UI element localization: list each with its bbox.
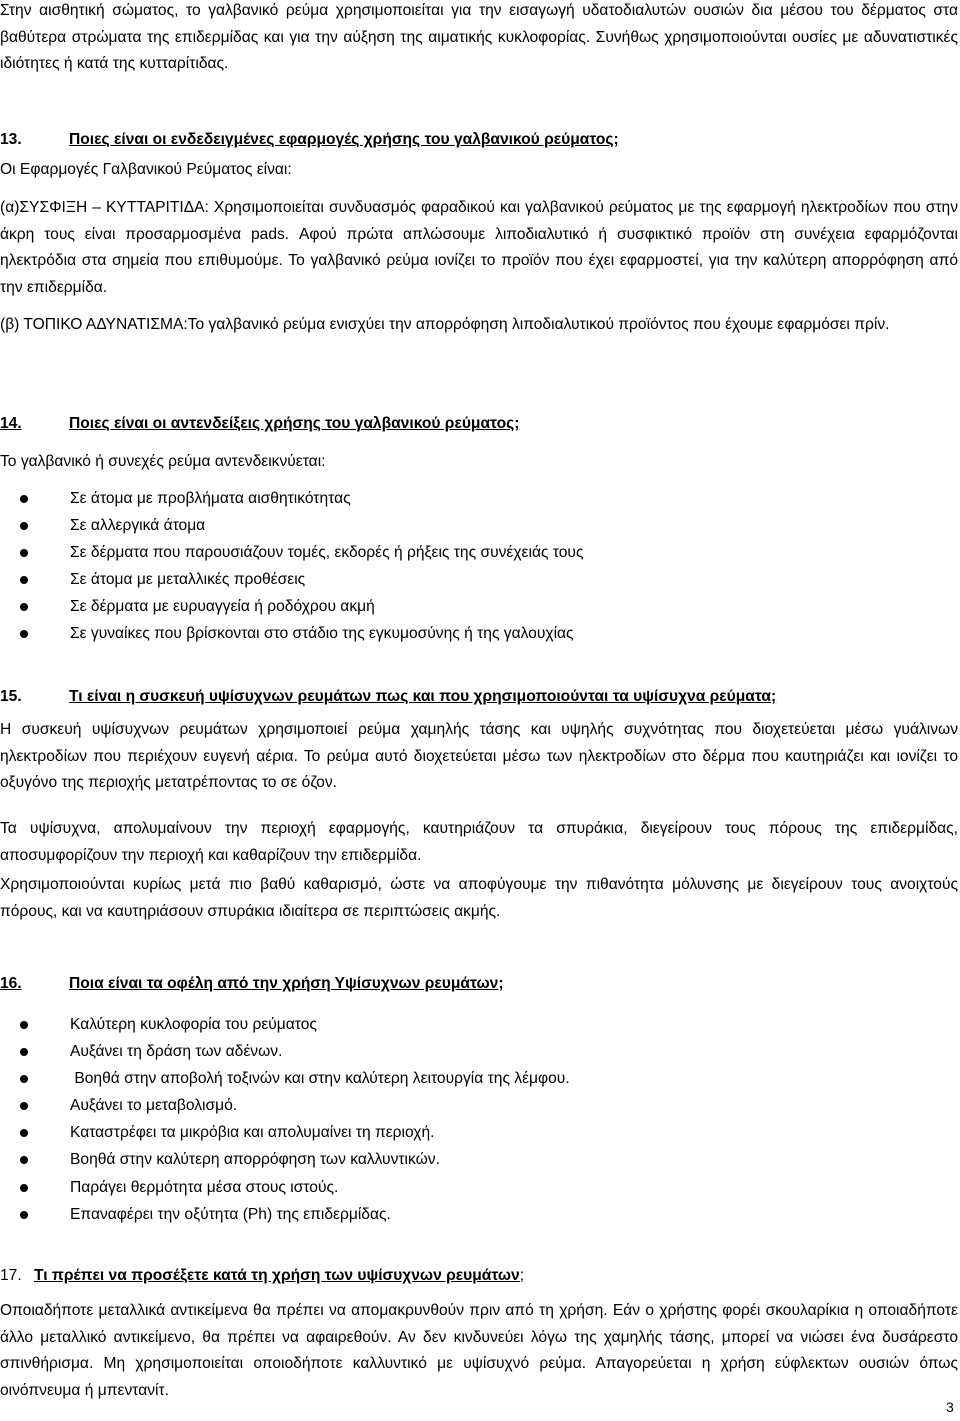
q15-para3-block (0, 872, 958, 925)
bullet-icon (20, 522, 28, 530)
q13-lead: Οι Εφαρμογές Γαλβανικού Ρεύματος είναι: (0, 161, 292, 178)
q17-title: Τι πρέπει να προσέξετε κατά τη χρήση των υψίσυχνων ρευμάτων (34, 1267, 520, 1284)
q13-para-a-block (0, 195, 958, 301)
q14-number: 14. (0, 415, 22, 432)
list-item: Καταστρέφει τα μικρόβια και απολυμαίνει τη περιοχή. (0, 1119, 958, 1146)
q17-paragraph: Οποιαδήποτε μεταλλικά αντικείμενα θα πρέπει να απομακρυνθούν πριν από τη χρήση. Εάν ο χρήστης φορέι σκουλαρίκια η οποιαδήποτε άλλο μεταλλικό αντικείμενο, θα πρέπει να αφαιρεθούν. Αν δεν κινδυνεύει λόγω της χαμηλής τάσης, μπορεί να νιώσει ένα δυσάρεστο σπινθήρισμα. Μη χρησιμοποιείται οποιοδήποτε καλλυντικό με υψίσυχνό ρεύμα. Απαγορεύεται η χρήση εύφλεκτων ουσιών όπως οινόπνευμα ή μπεντανίτ. (0, 1302, 958, 1399)
q13-paragraph-b: (β) ΤΟΠΙΚΟ ΑΔΥΝΑΤΙΣΜΑ:Το γαλβανικό ρεύμα ενισχύει την απορρόφηση λιποδιαλυτικού προϊόντος που έχουμε εφαρμόσει πρίν. (0, 316, 890, 333)
q13-para-b-block (0, 312, 958, 339)
list-item: Καλύτερη κυκλοφορία του ρεύματος (0, 1011, 958, 1038)
bullet-icon (20, 1048, 28, 1056)
q16-title: Ποια είναι τα οφέλη από την χρήση Υψίσυχνων ρευμάτων; (69, 975, 504, 992)
q15-paragraph-2: Τα υψίσυχνα, απολυμαίνουν την περιοχή εφαρμογής, καυτηριάζουν τα σπυράκια, διεγείρουν τους πόρους της επιδερμίδας, αποσυμφορίζουν την περιοχή και καθαρίζουν την επιδερμίδα. (0, 820, 958, 864)
list-item: Αυξάνει το μεταβολισμό. (0, 1092, 958, 1119)
bullet-icon (20, 1021, 28, 1029)
list-item: Σε δέρματα που παρουσιάζουν τομές, εκδορές ή ρήξεις της συνέχειάς τους (0, 539, 958, 566)
list-item: Βοηθά στην καλύτερη απορρόφηση των καλλυντικών. (0, 1146, 958, 1173)
bullet-icon (20, 630, 28, 638)
list-item: Σε δέρματα με ευρυαγγεία ή ροδόχρου ακμή (0, 593, 958, 620)
q17-heading (0, 1263, 524, 1289)
bullet-icon (20, 576, 28, 584)
q13-paragraph-a: (α)ΣΥΣΦΙΞΗ – ΚΥΤΤΑΡΙΤΙΔΑ: Χρησιμοποιείται συνδυασμός φαραδικού και γαλβανικού ρεύματος με της εφαρμογή ηλεκτροδίων που στην άκρη τους είναι προσαρμοσμένα pads. Αφού πρώτα απλώσουμε λιποδιαλυτικό ή συσφικτικό προϊόν στη συνέχεια εφαρμόζονται ηλεκτρόδια στα σημεία που επιθυμούμε. Το γαλβανικό ρεύμα ιονίζει το προϊόν που έχει εφαρμοστεί, για την καλύτερη απορρόφηση από την επιδερμίδα. (0, 199, 958, 296)
q13-heading (0, 127, 619, 153)
q16-heading (0, 971, 504, 997)
list-item: Παράγει θερμότητα μέσα στους ιστούς. (0, 1174, 958, 1201)
q14-lead: Το γαλβανικό ή συνεχές ρεύμα αντενδεικνύεται: (0, 453, 326, 470)
bullet-icon (20, 1211, 28, 1219)
list-item: Σε άτομα με προβλήματα αισθητικότητας (0, 485, 958, 512)
list-item: Σε αλλεργικά άτομα (0, 512, 958, 539)
q15-title: Τι είναι η συσκευή υψίσυχνων ρευμάτων πως και που χρησιμοποιούνται τα υψίσυχνα ρεύματα; (69, 688, 777, 705)
bullet-icon (20, 1075, 28, 1083)
q14-title: Ποιες είναι οι αντενδείξεις χρήσης του γαλβανικού ρεύματος; (69, 415, 520, 432)
q13-number: 13. (0, 131, 22, 148)
q17-number: 17. (0, 1267, 22, 1284)
q17-title-end: ; (519, 1267, 525, 1284)
q16-benefits-list (0, 1011, 958, 1228)
q15-para2-block (0, 816, 958, 869)
q15-para1-block (0, 717, 958, 797)
q13-title: Ποιες είναι οι ενδεδειγμένες εφαρμογές χρήσης του γαλβανικού ρεύματος; (69, 131, 619, 148)
q16-number: 16. (0, 975, 22, 992)
list-item: Σε άτομα με μεταλλικές προθέσεις (0, 566, 958, 593)
page-number: 3 (946, 1399, 954, 1415)
q15-number: 15. (0, 688, 22, 705)
bullet-icon (20, 1102, 28, 1110)
q15-paragraph-3: Χρησιμοποιούνται κυρίως μετά πιο βαθύ καθαρισμό, ώστε να αποφύγουμε την πιθανότητα μόλυνσης με διεγείρουν τους ανοιχτούς πόρους, και να καυτηριάσουν σπυράκια ιδιαίτερα σε περιπτώσεις ακμής. (0, 876, 958, 920)
bullet-icon (20, 1129, 28, 1137)
q14-lead-block (0, 449, 958, 476)
q14-heading (0, 411, 519, 437)
list-item: Σε γυναίκες που βρίσκονται στο στάδιο της εγκυμοσύνης ή της γαλουχίας (0, 620, 958, 647)
list-item: Αυξάνει τη δράση των αδένων. (0, 1038, 958, 1065)
q15-paragraph-1: Η συσκευή υψίσυχνων ρευμάτων χρησιμοποιεί ρεύμα χαμηλής τάσης και υψηλής συχνότητας που διοχετεύεται μέσω γυάλινων ηλεκτροδίων που περιέχουν ευγενή αέρια. Το ρεύμα αυτό διοχετεύεται μέσω των ηλεκτροδίων στο δέρμα που καυτηριάζει και ιονίζει το οξυγόνο της περιοχής μετατρέποντας το σε όζον. (0, 721, 958, 791)
list-item: Βοηθά στην αποβολή τοξινών και στην καλύτερη λειτουργία της λέμφου. (0, 1065, 958, 1092)
bullet-icon (20, 603, 28, 611)
intro-paragraph: Στην αισθητική σώματος, το γαλβανικό ρεύμα χρησιμοποιείται για την εισαγωγή υδατοδιαλυτών ουσιών δια μέσου του δέρματος στα βαθύτερα στρώματα της επιδερμίδας και για την αύξηση της αιματικής κυκλοφορίας. Συνήθως χρησιμοποιούνται ουσίες με αδυνατιστικές ιδιότητες ή κατά της κυτταρίτιδας. (0, 2, 958, 72)
q17-para-block (0, 1298, 958, 1404)
bullet-icon (20, 1184, 28, 1192)
q13-lead-block (0, 157, 958, 184)
bullet-icon (20, 1156, 28, 1164)
list-item: Επαναφέρει την οξύτητα (Ph) της επιδερμίδας. (0, 1201, 958, 1228)
intro-block (0, 0, 958, 78)
q14-contraindications-list (0, 485, 958, 648)
bullet-icon (20, 549, 28, 557)
bullet-icon (20, 495, 28, 503)
q15-heading (0, 684, 776, 710)
